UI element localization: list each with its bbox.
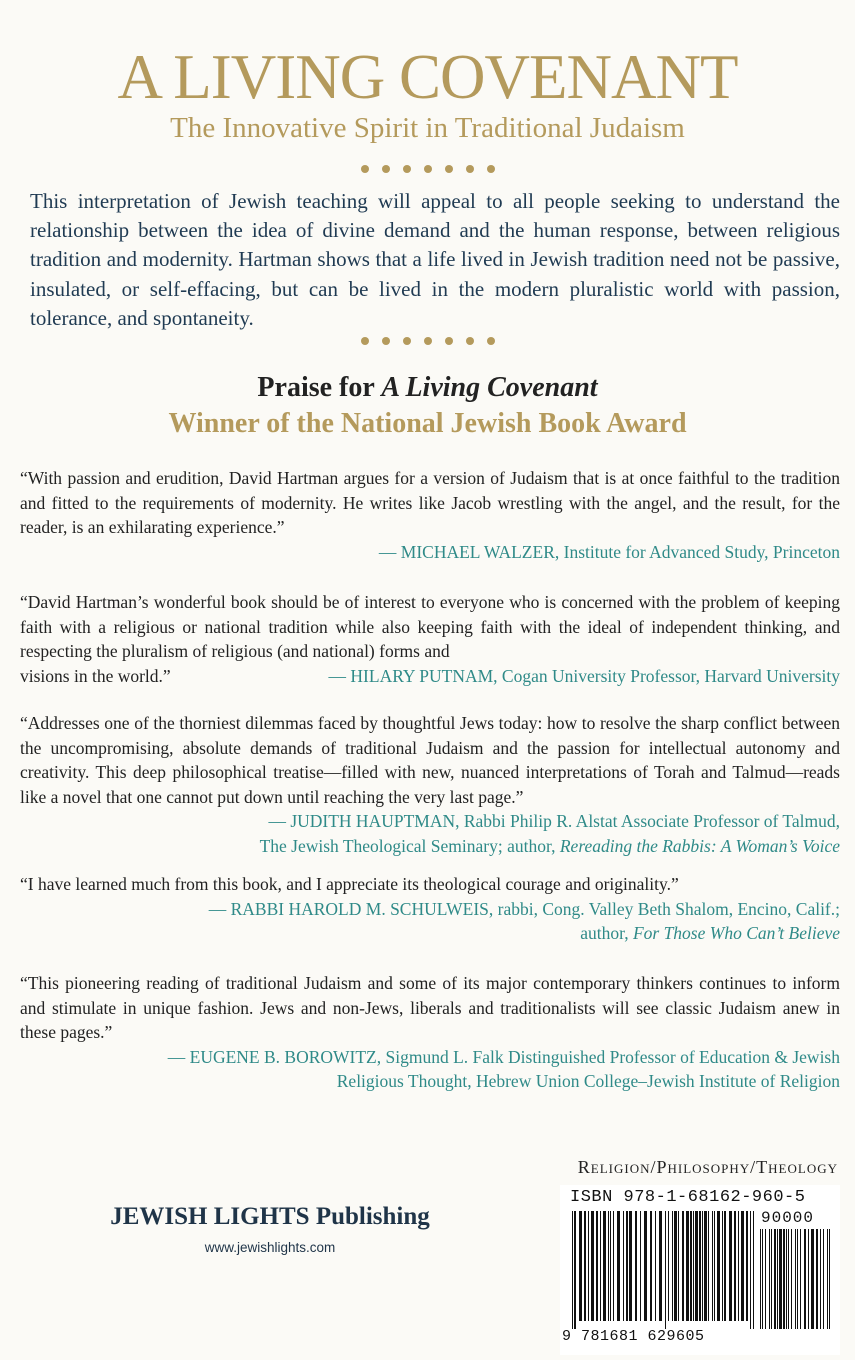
barcode-bar: [741, 1211, 744, 1321]
barcode-bar: [702, 1211, 703, 1321]
barcode-bar: [674, 1211, 677, 1321]
ornament-dot: [424, 165, 432, 173]
barcode-bar: [734, 1211, 736, 1321]
barcode-bar: [769, 1229, 770, 1329]
barcode-bar: [610, 1211, 611, 1321]
barcode-bar: [746, 1211, 748, 1321]
testimonial-walzer: [20, 466, 840, 564]
testimonial-text: “Addresses one of the thorniest dilemmas faced by thoughtful Jews today: how to resolve the sharp conflict between the uncompromising, absolute demands of traditional Judaism and the passion for intellectual autonomy and creativity. This deep philosophical treatise—filled with new, nuanced interpretations of Torah and Talmud—reads like a novel that one cannot put down until reaching the very last page.”: [20, 713, 840, 807]
barcode-bar: [808, 1229, 809, 1329]
barcode-bar: [811, 1229, 814, 1329]
barcode-bar: [693, 1211, 694, 1321]
addon-barcode-bars: [760, 1229, 830, 1329]
barcode-bar: [753, 1211, 754, 1329]
barcode-bar: [791, 1229, 792, 1329]
barcode-bar: [659, 1211, 662, 1321]
barcode-bar: [714, 1211, 715, 1321]
ornament-divider-top: [0, 162, 855, 176]
barcode-bar: [644, 1211, 647, 1321]
barcode-bar: [608, 1211, 609, 1321]
barcode-bar: [682, 1211, 684, 1321]
barcode-bar: [816, 1229, 818, 1329]
barcode-bar: [738, 1211, 739, 1321]
testimonial-putnam: [20, 590, 840, 688]
testimonial-text: “I have learned much from this book, and I appreciate its theological courage and originality.”: [20, 874, 679, 894]
publisher-name: JEWISH LIGHTS Publishing: [110, 1203, 430, 1230]
ornament-dot: [361, 165, 369, 173]
ornament-dot: [403, 165, 411, 173]
barcode-bar: [788, 1229, 789, 1329]
barcode-bar: [584, 1211, 586, 1321]
barcode-bar: [779, 1229, 782, 1329]
barcode-bar: [572, 1211, 573, 1329]
barcode-bar: [774, 1229, 776, 1329]
barcode-bar: [820, 1229, 821, 1329]
book-description: This interpretation of Jewish teaching will appeal to all people seeking to understand the relationship between the idea of divine demand and the human response, between religious tradition and modernity. Hartman shows that a life lived in Jewish tradition need not be passive, insulated, or self-effacing, but can be lived in the modern pluralistic world with passion, tolerance, and spontaneity.: [30, 189, 840, 330]
testimonial-attribution: — RABBI HAROLD M. SCHULWEIS, rabbi, Cong. Valley Beth Shalom, Encino, Calif.;: [208, 898, 840, 919]
barcode-bar: [708, 1211, 709, 1321]
barcode-bar: [579, 1211, 582, 1321]
testimonial-text: “With passion and erudition, David Hartman argues for a version of Judaism that is at once faithful to the tradition and fitted to the requirements of modernity. He writes like Jacob wrestling with the angel, and the result, for the reader, is an exhilarating experience.”: [20, 468, 840, 538]
testimonial-affiliation: The Jewish Theological Seminary; author,: [259, 835, 560, 856]
testimonial-attribution-cont: [20, 834, 840, 859]
book-title: A LIVING COVENANT: [117, 42, 738, 112]
ornament-dot: [487, 337, 495, 345]
barcode-bar: [704, 1211, 707, 1321]
praise-heading-book-title: A Living Covenant: [381, 372, 598, 403]
testimonial-affiliation: author,: [580, 923, 633, 944]
barcode-bar: [613, 1211, 614, 1321]
barcode-bar: [783, 1229, 785, 1329]
ornament-dot: [466, 165, 474, 173]
testimonial-attribution: — MICHAEL WALZER, Institute for Advanced Study, Princeton: [378, 541, 840, 562]
barcode-bar: [690, 1211, 692, 1321]
testimonial-schulweis: [20, 872, 840, 946]
barcode-bar: [750, 1211, 751, 1329]
barcode-bar: [699, 1211, 701, 1321]
barcode-bar: [797, 1229, 798, 1329]
barcode-bar: [686, 1211, 689, 1321]
book-subtitle: The Innovative Spirit in Traditional Judaism: [170, 112, 685, 144]
barcode-bar: [596, 1211, 598, 1321]
barcode-bar: [603, 1211, 606, 1321]
barcode-bar: [665, 1211, 666, 1329]
price-code: 90000: [761, 1209, 815, 1227]
testimonial-hauptman: [20, 711, 840, 859]
barcode-bar: [765, 1229, 766, 1329]
barcode-bar: [829, 1229, 830, 1329]
barcode-bar: [786, 1229, 787, 1329]
barcode-bar: [629, 1211, 632, 1321]
testimonial-text: “This pioneering reading of traditional Judaism and some of its major contemporary thinkers continues to inform and stimulate in unique fashion. Jews and non-Jews, liberals and traditionalists will see classic Judaism anew in these pages.”: [20, 973, 840, 1043]
barcode-bar: [672, 1211, 673, 1321]
testimonial-borowitz: [20, 971, 840, 1094]
testimonial-attribution: — HILARY PUTNAM, Cogan University Professor, Harvard University: [328, 665, 840, 686]
isbn-number: ISBN 978-1-68162-960-5: [570, 1188, 806, 1207]
barcode-bar: [678, 1211, 679, 1321]
barcode-bar: [823, 1229, 824, 1329]
barcode-bar: [635, 1211, 637, 1321]
barcode-bar: [717, 1211, 720, 1321]
testimonial-last-line: [20, 664, 840, 689]
barcode-bar: [588, 1211, 589, 1321]
barcode-bar: [623, 1211, 624, 1321]
barcode-bar: [668, 1211, 669, 1321]
award-line: Winner of the National Jewish Book Award: [168, 408, 687, 439]
barcode-bar: [729, 1211, 732, 1321]
ean-barcode-bars: [572, 1211, 754, 1329]
barcode-bar: [827, 1229, 828, 1329]
ornament-dot: [445, 165, 453, 173]
barcode-bar: [762, 1229, 763, 1329]
ornament-dot: [487, 165, 495, 173]
ornament-dot: [382, 165, 390, 173]
testimonial-attribution: — EUGENE B. BOROWITZ, Sigmund L. Falk Distinguished Professor of Education & Jewish: [167, 1046, 840, 1067]
barcode-digits: 9 781681 629605: [562, 1328, 705, 1345]
ornament-dot: [445, 337, 453, 345]
barcode-bar: [574, 1211, 576, 1329]
barcode-bar: [760, 1229, 761, 1329]
barcode-bar: [722, 1211, 723, 1321]
ornament-dot: [361, 337, 369, 345]
barcode-bar: [800, 1229, 801, 1329]
testimonial-text-end: visions in the world.”: [20, 665, 171, 686]
barcode-bar: [771, 1229, 772, 1329]
isbn-barcode: [560, 1185, 840, 1355]
barcode-bar: [795, 1229, 796, 1329]
barcode-bar: [695, 1211, 698, 1321]
ornament-dot: [424, 337, 432, 345]
barcode-bar: [591, 1211, 594, 1321]
barcode-bar: [777, 1229, 778, 1329]
praise-heading: [0, 370, 855, 406]
testimonial-attribution-cont: [20, 921, 840, 946]
barcode-bar: [724, 1211, 726, 1321]
ornament-divider-bottom: [0, 334, 855, 348]
testimonial-text: “David Hartman’s wonderful book should be of interest to everyone who is concerned with the problem of keeping faith with a religious or national tradition while also keeping faith with the ideal of independent thinking, and respecting the pluralism of religious (and national) forms and: [20, 592, 840, 662]
publisher-website: www.jewishlights.com: [204, 1240, 336, 1255]
barcode-bar: [600, 1211, 601, 1321]
ornament-dot: [382, 337, 390, 345]
barcode-bar: [617, 1211, 620, 1321]
barcode-bar: [650, 1211, 652, 1321]
testimonial-attribution: — JUDITH HAUPTMAN, Rabbi Philip R. Alstat Associate Professor of Talmud,: [268, 811, 840, 832]
barcode-bar: [655, 1211, 656, 1321]
ornament-dot: [466, 337, 474, 345]
testimonial-book-title: Rereading the Rabbis: A Woman’s Voice: [559, 835, 840, 856]
barcode-bar: [712, 1211, 713, 1321]
subject-category: Religion/Philosophy/Theology: [577, 1157, 838, 1177]
testimonial-book-title: For Those Who Can’t Believe: [632, 923, 840, 944]
barcode-bar: [626, 1211, 628, 1321]
barcode-bar: [640, 1211, 641, 1321]
testimonial-attribution-cont: Religious Thought, Hebrew Union College–Jewish Institute of Religion: [336, 1071, 840, 1092]
barcode-bar: [804, 1229, 806, 1329]
ornament-dot: [403, 337, 411, 345]
praise-heading-prefix: Praise for: [257, 372, 382, 403]
